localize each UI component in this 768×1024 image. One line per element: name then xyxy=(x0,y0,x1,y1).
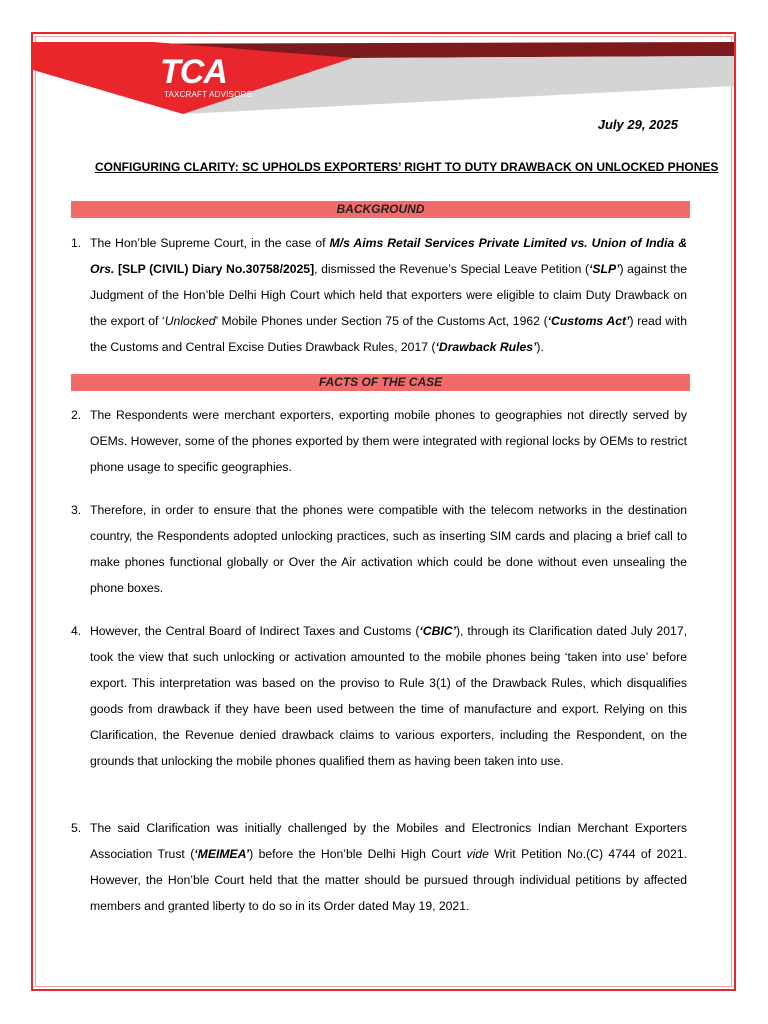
paragraph-5: 5. The said Clarification was initially challenged by the Mobiles and Electronics Indian Merchant Exporters Association Trust (‘MEIMEA’) before the Hon’ble Delhi High Court vide Writ Petition No.(C) 4744 of 2021. However, the Hon’ble Court held that the matter should be pursued through individual petitions by affected members and granted liberty to do so in its Order dated May 19, 2021. xyxy=(71,821,687,913)
paragraph-1: 1. The Hon’ble Supreme Court, in the case of M/s Aims Retail Services Private Limited vs. Union of India & Ors. [SLP (CIVIL) Diary No.30758/2025], dismissed the Revenue’s Special Leave Petition (‘SLP’) against the Judgment of the Hon’ble Delhi High Court which held that exporters were eligible to claim Duty Drawback on the export of ‘Unlocked’ Mobile Phones under Section 75 of the Customs Act, 1962 (‘Customs Act’) read with the Customs and Central Excise Duties Drawback Rules, 2017 (‘Drawback Rules’). xyxy=(71,236,688,354)
tca-logo xyxy=(160,53,253,104)
paragraph-4: 4. However, the Central Board of Indirect Taxes and Customs (‘CBIC’), through its Clarification dated July 2017, took the view that such unlocking or activation amounted to the mobile phones being ‘taken into use’ before export. This interpretation was based on the proviso to Rule 3(1) of the Drawback Rules, which disqualifies goods from drawback if they have been used between the time of manufacture and export. Relying on this Clarification, the Revenue denied drawback claims to various exporters, including the Respondent, on the grounds that unlocking the mobile phones qualified them as having been taken into use. xyxy=(71,624,687,768)
logo-subtext: TAXCRAFT ADVISORS xyxy=(164,90,253,99)
document-date: July 29, 2025 xyxy=(597,117,678,132)
header-banner xyxy=(33,34,734,114)
section-background: BACKGROUND xyxy=(71,201,690,218)
document-title: CONFIGURING CLARITY: SC UPHOLDS EXPORTERS’ RIGHT TO DUTY DRAWBACK ON UNLOCKED PHONES xyxy=(95,160,719,174)
section-facts: FACTS OF THE CASE xyxy=(71,374,690,391)
paragraph-3: 3. Therefore, in order to ensure that the phones were compatible with the telecom networks in the destination country, the Respondents adopted unlocking practices, such as inserting SIM cards and placing a brief call to make phones functional globally or Over the Air activation which could be done without even unsealing the phone boxes. xyxy=(71,503,687,595)
paragraph-2: 2. The Respondents were merchant exporters, exporting mobile phones to geographies not directly served by OEMs. However, some of the phones exported by them were integrated with regional locks by OEMs to restrict phone usage to specific geographies. xyxy=(71,408,687,474)
logo-text: TCA xyxy=(160,53,227,91)
